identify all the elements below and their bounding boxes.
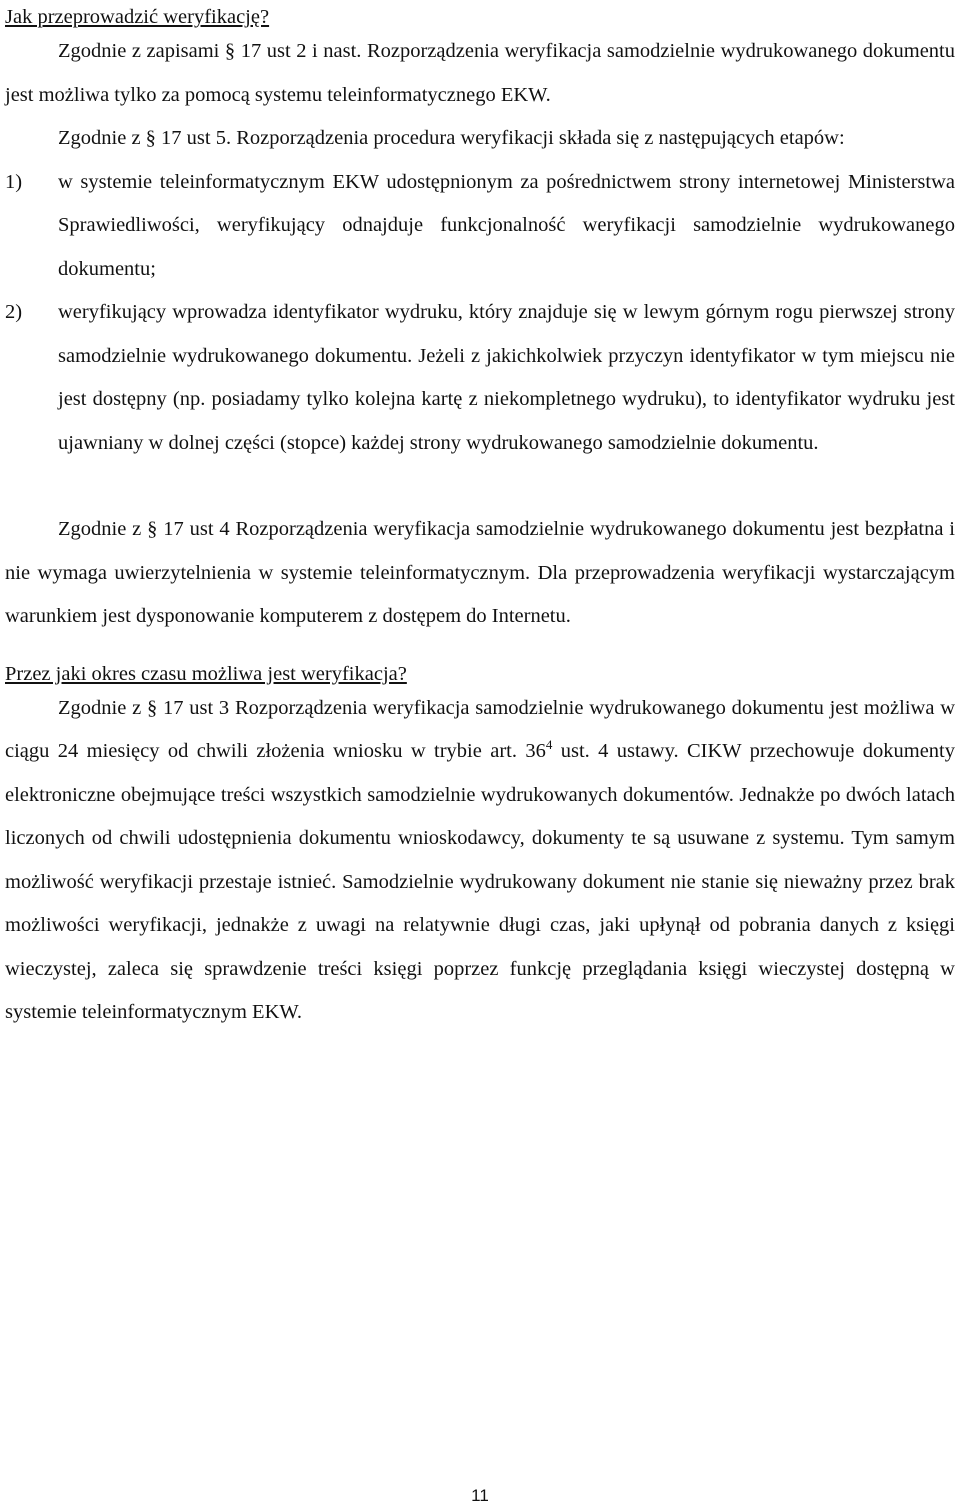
- paragraph-verification-free: Zgodnie z § 17 ust 4 Rozporządzenia weryfikacja samodzielnie wydrukowanego dokumentu jest bezpłatna i nie wymaga uwierzytelnienia w systemie teleinformatycznym. Dla przeprowadzenia weryfikacji wystarczającym warunkiem jest dysponowanie komputerem z dostępem do Internetu.: [5, 518, 955, 627]
- list-item-text: w systemie teleinformatycznym EKW udostępnionym za pośrednictwem strony internetowej Ministerstwa Sprawiedliwości, weryfikujący odnajduje funkcjonalność weryfikacji samodzielnie wydrukowanego dokumentu;: [58, 170, 955, 280]
- list-item-number: 1): [5, 170, 23, 193]
- page-number: 11: [471, 1486, 489, 1505]
- article-superscript: 4: [545, 737, 553, 753]
- list-item: [5, 161, 955, 292]
- list-item-text: weryfikujący wprowadza identyfikator wydruku, który znajduje się w lewym górnym rogu pierwszej strony samodzielnie wydrukowanego dokumentu. Jeżeli z jakichkolwiek przyczyn identyfikator w tym miejscu nie jest dostępny (np. posiadamy tylko kolejna kartę z niekompletnego wydruku), to identyfikator wydruku jest ujawniany w dolnej części (stopce) każdej strony wydrukowanego samodzielnie dokumentu.: [58, 301, 955, 454]
- section-heading-verification-period: Przez jaki okres czasu możliwa jest weryfikacja?: [5, 662, 407, 685]
- document-page: [5, 0, 955, 1035]
- paragraph-procedure-intro: Zgodnie z § 17 ust 5. Rozporządzenia procedura weryfikacji składa się z następujących etapów:: [58, 127, 845, 149]
- section-heading-verification: Jak przeprowadzić weryfikację?: [5, 6, 270, 28]
- spacer: [5, 639, 955, 657]
- paragraph-text-start: Zgodnie z § 17 ust 3 Rozporządzenia weryfikacja samodzielnie wydrukowanego dokumentu jest możliwa w ciągu 24 miesięcy od chwili złożenia wniosku w trybie art. 36: [5, 696, 955, 762]
- paragraph-verification-method: Zgodnie z zapisami § 17 ust 2 i nast. Rozporządzenia weryfikacja samodzielnie wydrukowanego dokumentu jest możliwa tylko za pomocą systemu teleinformatycznego EKW.: [5, 40, 955, 106]
- spacer: [5, 465, 955, 508]
- paragraph-text-end: ust. 4 ustawy. CIKW przechowuje dokumenty elektroniczne obejmujące treści wszystkich samodzielnie wydrukowanych dokumentów. Jednakże po dwóch latach liczonych od chwili udostępnienia dokumentu wnioskodawcy, dokumenty te są usuwane z systemu. Tym samym możliwość weryfikacji przestaje istnieć. Samodzielnie wydrukowany dokument nie stanie się nieważny przez brak możliwości weryfikacji, jednakże z uwagi na relatywnie długi czas, jaki upłynął od pobrania danych z księgi wieczystej, zaleca się sprawdzenie treści księgi poprzez funkcję przeglądania księgi wieczystej dostępną w systemie teleinformatycznym EKW.: [5, 740, 955, 1023]
- procedure-steps-list: [5, 161, 955, 466]
- list-item: [5, 291, 955, 465]
- paragraph-verification-period: [5, 687, 955, 1035]
- list-item-number: 2): [5, 301, 23, 323]
